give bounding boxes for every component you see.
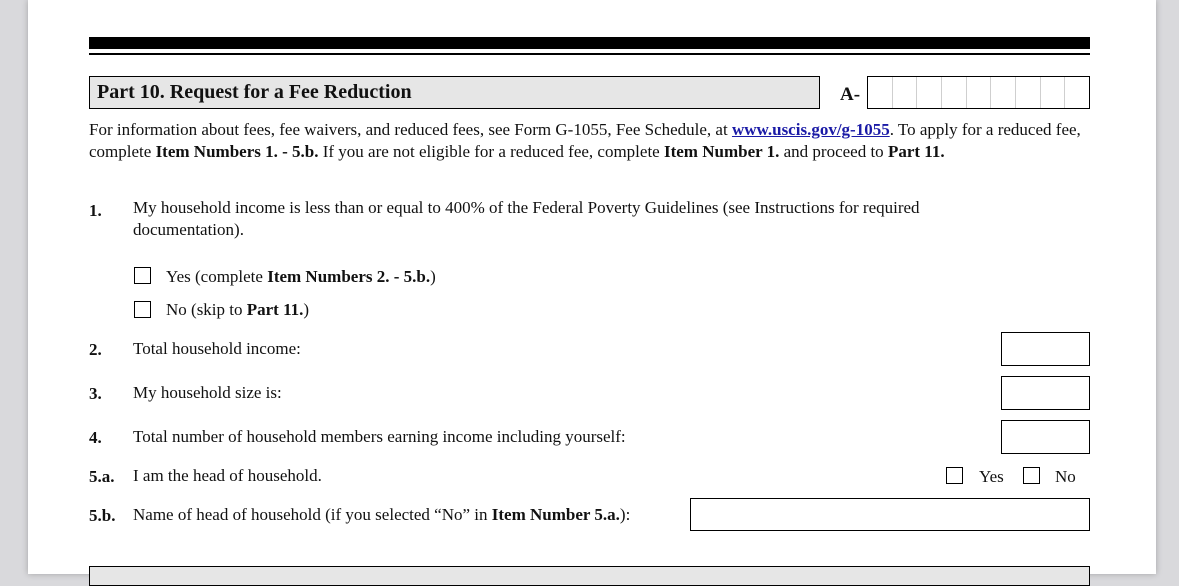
- item-5b-number: 5.b.: [89, 506, 116, 525]
- household-income-field[interactable]: [1001, 332, 1090, 366]
- part-title: Part 10. Request for a Fee Reduction: [97, 81, 412, 103]
- item-1-number: 1.: [89, 201, 102, 220]
- a-number-input[interactable]: [867, 76, 1090, 109]
- item-5a-yes-checkbox[interactable]: [946, 467, 963, 484]
- item-5a-no-label: No: [1055, 467, 1076, 486]
- form-page: [28, 0, 1156, 574]
- item-5a-text: I am the head of household.: [133, 466, 322, 485]
- item-1-yes-checkbox[interactable]: [134, 267, 151, 284]
- item-3-text: My household size is:: [133, 383, 282, 402]
- fee-schedule-link[interactable]: www.uscis.gov/g-1055: [731, 120, 890, 139]
- thick-divider: [89, 37, 1090, 49]
- item-2-text: Total household income:: [133, 339, 301, 358]
- item-3-number: 3.: [89, 384, 102, 403]
- item-5b-text: Name of head of household (if you selected “No” in Item Number 5.a.):: [133, 505, 631, 524]
- household-size-field[interactable]: [1001, 376, 1090, 410]
- a-number-label: A-: [840, 84, 861, 105]
- head-of-household-name-field[interactable]: [690, 498, 1090, 531]
- item-2-number: 2.: [89, 340, 102, 359]
- item-5a-yes-label: Yes: [979, 467, 1004, 486]
- item-4-text: Total number of household members earning income including yourself:: [133, 427, 626, 446]
- item-5a-number: 5.a.: [89, 467, 115, 486]
- item-5a-no-checkbox[interactable]: [1023, 467, 1040, 484]
- part-header: [89, 76, 820, 109]
- item-4-number: 4.: [89, 428, 102, 447]
- item-1-text: My household income is less than or equal to 400% of the Federal Poverty Guidelines (see Instructions for required documentation).: [133, 198, 920, 239]
- intro-paragraph: For information about fees, fee waivers, and reduced fees, see Form G-1055, Fee Schedule, at www.uscis.gov/g-1055. To apply for a reduced fee, complete Item Numbers 1. - 5.b. If you are not eligible for a reduced fee, complete Item Number 1. and proceed to Part 11.: [89, 120, 1081, 161]
- earning-members-field[interactable]: [1001, 420, 1090, 454]
- item-1-no-label: No (skip to Part 11.): [166, 300, 310, 319]
- next-part-header: [89, 566, 1090, 586]
- thin-divider: [89, 53, 1090, 55]
- item-1-no-checkbox[interactable]: [134, 301, 151, 318]
- item-1-yes-label: Yes (complete Item Numbers 2. - 5.b.): [166, 267, 436, 286]
